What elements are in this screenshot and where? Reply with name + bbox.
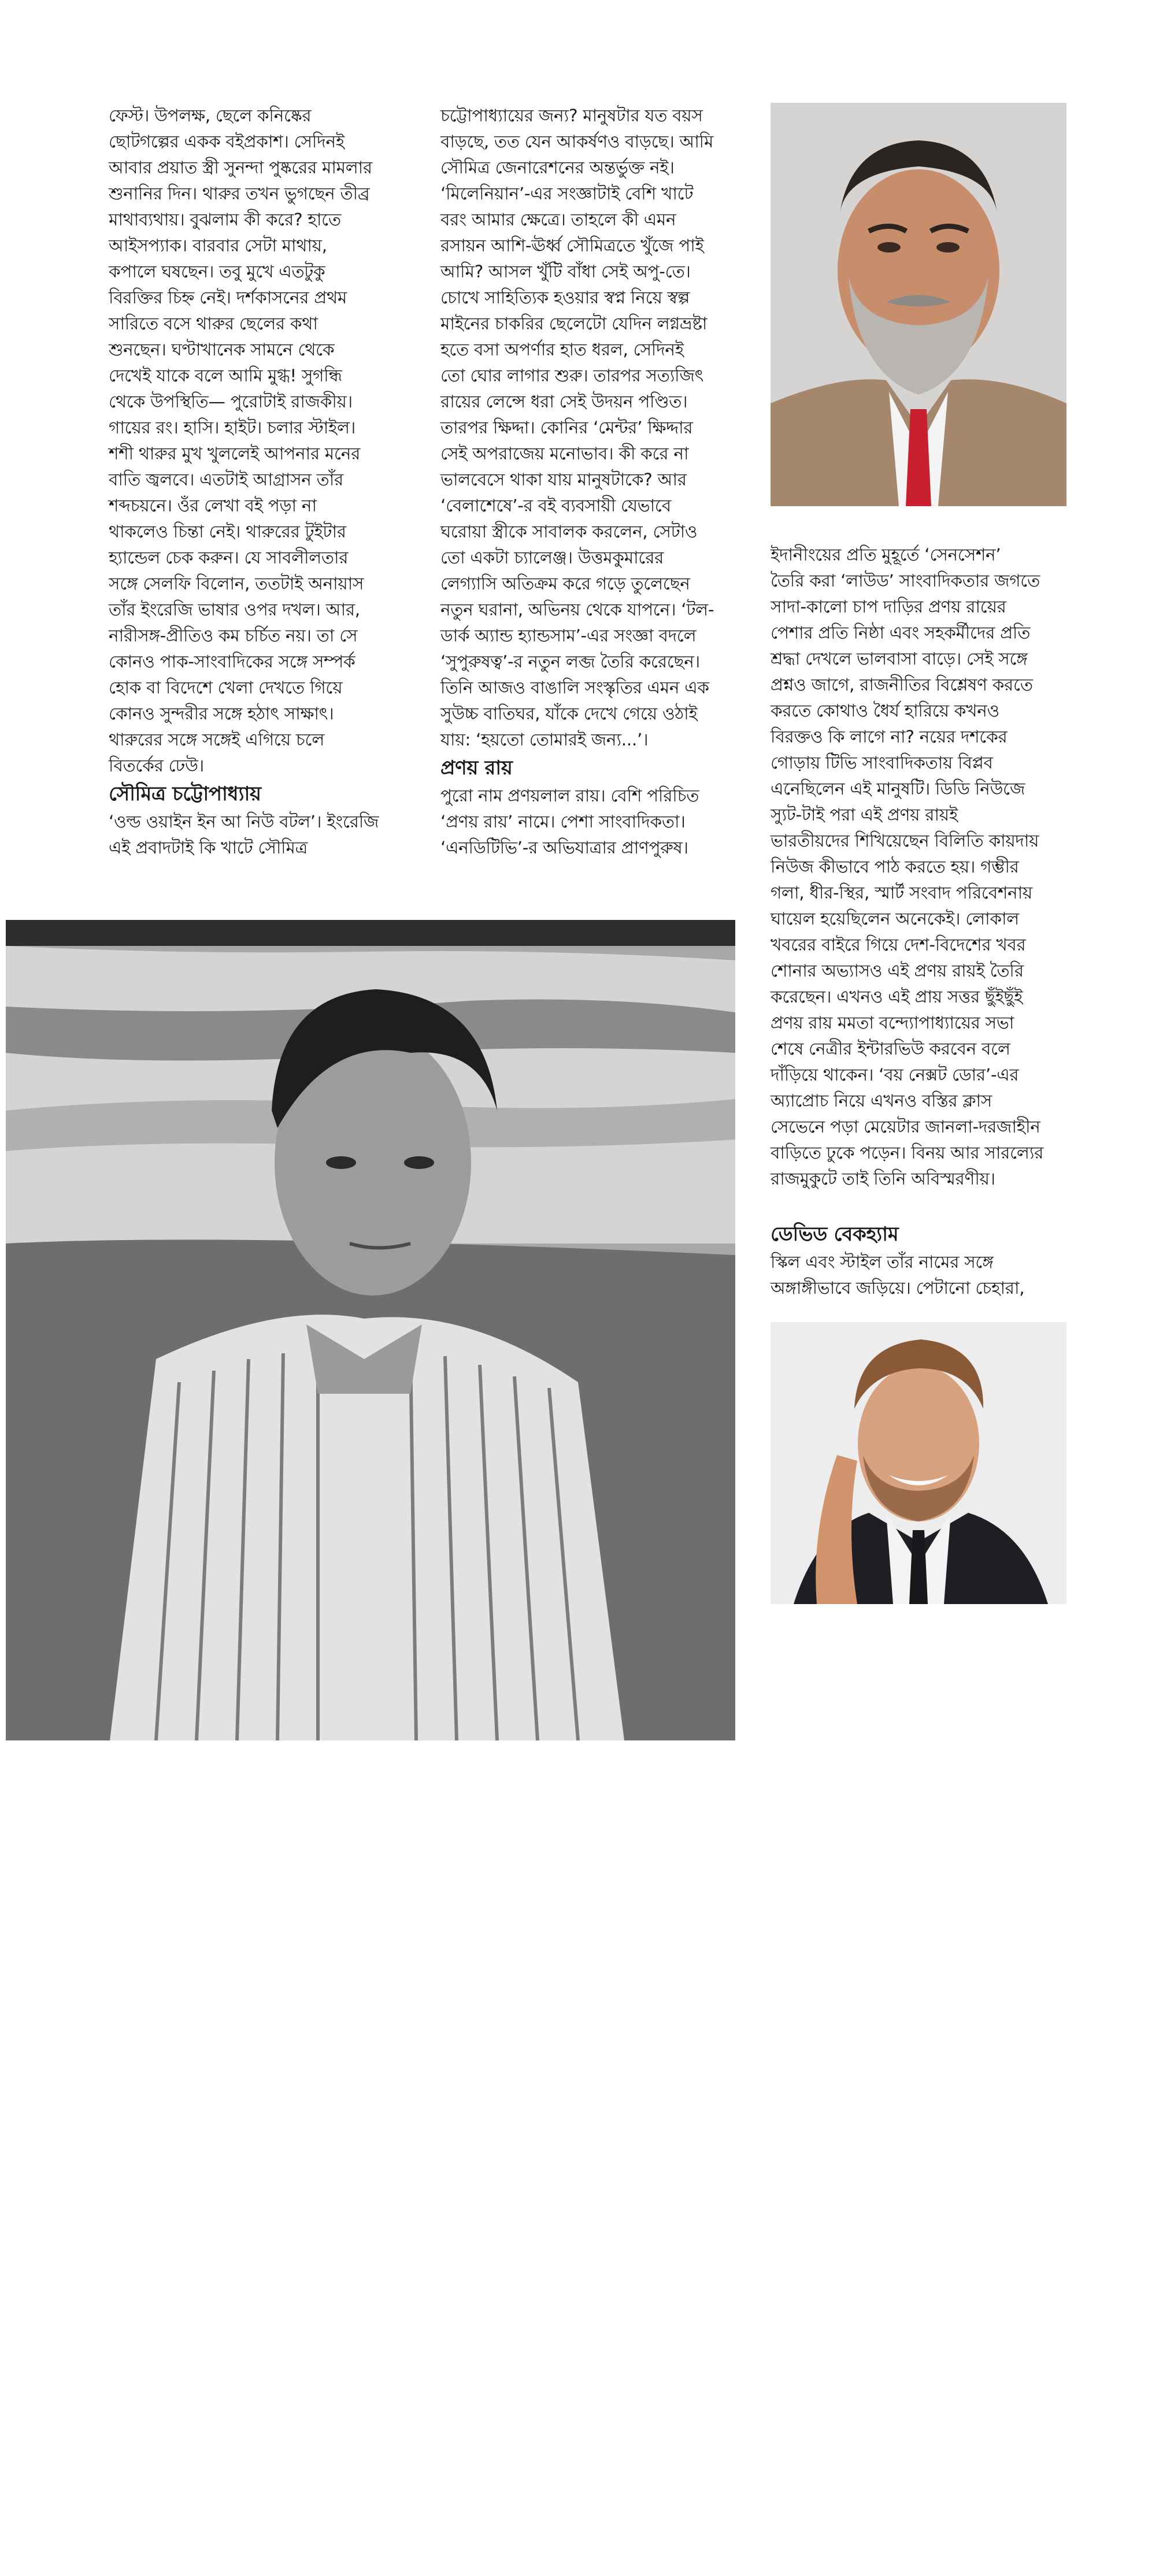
text-line: ‘সুপুরুষত্ব’-র নতুন লব্জ তৈরি করেছেন। [440,652,700,671]
text-line: সারিতে বসে থারুর ছেলের কথা [109,314,318,333]
text-line: স্কিল এবং স্টাইল তাঁর নামের সঙ্গে [771,1252,994,1272]
text-line: শব্দচয়নে। ওঁর লেখা বই পড়া না [109,496,317,515]
text-line: তারপর ক্ষিদ্দা। কোনির ‘মেন্টর’ ক্ষিদ্দার [440,418,693,437]
text-line: ঘরোয়া স্ত্রীকে সাবালক করলেন, সেটাও [440,522,698,541]
text-line: বিরক্তির চিহ্ন নেই। দর্শকাসনের প্রথম [109,288,347,307]
text-line: ইদানীংয়ের প্রতি মুহূর্তে ‘সেনসেশন’ [771,545,1001,565]
text-line: তো একটা চ্যালেঞ্জ। উত্তমকুমারের [440,548,664,567]
text-line: করেছেন। এখনও এই প্রায় সত্তর ছুঁইছুঁই [771,987,1023,1007]
text-line: রাজমুকুটে তাই তিনি অবিস্মরণীয়। [771,1169,995,1189]
text-line: ‘বেলাশেষে’-র বই ব্যবসায়ী যেভাবে [440,496,671,515]
text-line: করতে কোথাও ধৈর্য হারিয়ে কখনও [771,701,999,721]
article-column-3 [771,542,1094,1192]
text-line: রায়ের লেন্সে ধরা সেই উদয়ন পণ্ডিত। [440,392,688,411]
text-line: তিনি আজও বাঙালি সংস্কৃতির এমন এক [440,678,709,697]
text-line: থেকে উপস্থিতি— পুরোটাই রাজকীয়। [109,392,353,411]
text-line: নতুন ঘরানা, অভিনয় থেকে যাপনে। ‘টল- [440,600,714,619]
text-line: আবার প্রয়াত স্ত্রী সুনন্দা পুষ্করের মামলার [109,158,372,177]
text-line: কোনও পাক-সাংবাদিকের সঙ্গে সম্পর্ক [109,652,355,671]
section-heading-soumitra: সৌমিত্র চট্টোপাধ্যায় [109,782,261,806]
text-line: আইসপ্যাক। বারবার সেটা মাথায়, [109,236,327,255]
article-column-1 [109,103,432,861]
text-line: বাতি জ্বলবে। এতটাই আগ্রাসন তাঁর [109,470,343,489]
text-line: বিরক্তও কি লাগে না? নয়ের দশকের [771,727,1008,747]
text-line: শেষে নেত্রীর ইন্টারভিউ করবেন বলে [771,1039,1010,1059]
text-line: এই প্রবাদটাই কি খাটে সৌমিত্র [109,838,308,858]
text-line: ফেস্ট। উপলক্ষ, ছেলে কনিষ্কের [109,106,312,125]
text-line: রসায়ন আশি-ঊর্ধ্ব সৌমিত্রতে খুঁজে পাই [440,236,704,255]
text-line: বাড়ছে, তত যেন আকর্ষণও বাড়ছে। আমি [440,132,714,151]
portrait-photo-prannoy [771,103,1066,506]
text-line: চোখে সাহিত্যিক হওয়ার স্বপ্ন নিয়ে স্বল্প [440,288,690,307]
text-line: অঙ্গাঙ্গীভাবে জড়িয়ে। পেটানো চেহারা, [771,1278,1025,1298]
text-line: যায়: ‘হয়তো তোমারই জন্য...’। [440,730,649,749]
text-line: তো ঘোর লাগার শুরু। তারপর সত্যজিৎ [440,366,704,385]
text-line: শুনানির দিন। থারুর তখন ভুগছেন তীব্র [109,184,370,203]
text-line: প্রশ্নও জাগে, রাজনীতির বিশ্লেষণ করতে [771,675,1033,695]
text-line: পেশার প্রতি নিষ্ঠা এবং সহকর্মীদের প্রতি [771,623,1031,643]
text-line: হতে বসা অপর্ণার হাত ধরল, সেদিনই [440,340,684,359]
text-line: ঘায়েল হয়েছিলেন অনেকেই। লোকাল [771,909,1019,929]
text-line: স্যুট-টাই পরা এই প্রণয় রায়ই [771,805,958,825]
text-line: সঙ্গে সেলফি বিলোন, ততটাই অনায়াস [109,574,364,593]
text-line: বিতর্কের ঢেউ। [109,756,204,775]
text-line: থারুরের সঙ্গে সঙ্গেই এগিয়ে চলে [109,730,325,749]
text-line: এনেছিলেন এই মানুষটি। ডিডি নিউজে [771,779,1025,799]
text-line: গোড়ায় টিভি সাংবাদিকতায় বিপ্লব [771,753,993,773]
text-line: বাড়িতে ঢুকে পড়েন। বিনয় আর সারল্যের [771,1143,1044,1163]
text-line: ‘প্রণয় রায়’ নামে। পেশা সাংবাদিকতা। [440,812,686,832]
text-line: শ্রদ্ধা দেখলে ভালবাসা বাড়ে। সেই সঙ্গে [771,649,1028,669]
portrait-photo-soumitra [6,920,735,2575]
text-line: গলা, ধীর-স্থির, স্মার্ট সংবাদ পরিবেশনায় [771,883,1032,903]
text-line: তৈরি করা ‘লাউড’ সাংবাদিকতার জগতে [771,571,1040,591]
portrait-photo-beckham [771,1322,1066,1604]
text-line: থাকলেও চিন্তা নেই। থারুরের টুইটার [109,522,346,541]
text-line: ডার্ক অ্যান্ড হ্যান্ডসাম’-এর সংজ্ঞা বদলে [440,626,697,645]
text-line: অ্যাপ্রোচ নিয়ে এখনও বস্তির ক্লাস [771,1091,992,1111]
text-line: ভারতীয়দের শিখিয়েছেন বিলিতি কায়দায় [771,831,1039,851]
text-line: সেই অপরাজেয় মনোভাব। কী করে না [440,444,689,463]
text-line: নারীসঙ্গ-প্রীতিও কম চর্চিত নয়। তা সে [109,626,358,645]
text-line: হ্যান্ডেল চেক করুন। যে সাবলীলতার [109,548,349,567]
text-line: সুউচ্চ বাতিঘর, যাঁকে দেখে গেয়ে ওঠাই [440,704,698,723]
section-heading-prannoy: প্রণয় রায় [440,756,513,780]
text-line: নিউজ কীভাবে পাঠ করতে হয়। গম্ভীর [771,857,1019,877]
text-line: ‘এনডিটিভি’-র অভিযাত্রার প্রাণপুরুষ। [440,838,688,858]
page-folio: ৩৪ রোববার [114,2559,182,2575]
text-line: আমি? আসল খুঁটি বাঁধা সেই অপু-তে। [440,262,691,281]
text-line: চট্টোপাধ্যায়ের জন্য? মানুষটার যত বয়স [440,106,703,125]
text-line: সৌমিত্র জেনারেশনের অন্তর্ভুক্ত নই। [440,158,675,177]
text-line: ভালবেসে থাকা যায় মানুষটাকে? আর [440,470,687,489]
text-line: ছোটগল্পের একক বইপ্রকাশ। সেদিনই [109,132,345,151]
text-line: মাইনের চাকরির ছেলেটো যেদিন লগ্নভ্রষ্টা [440,314,708,333]
text-line: খবরের বাইরে গিয়ে দেশ-বিদেশের খবর [771,935,1026,955]
text-line: মাথাব্যথায়। বুঝলাম কী করে? হাতে [109,210,341,229]
text-line: ‘ওল্ড ওয়াইন ইন আ নিউ বটল’। ইংরেজি [109,812,379,832]
text-line: তাঁর ইংরেজি ভাষার ওপর দখল। আর, [109,600,360,619]
section-heading-beckham: ডেভিড বেকহ্যাম [771,1223,899,1246]
text-line: প্রণয় রায় মমতা বন্দ্যোপাধ্যায়ের সভা [771,1013,1014,1033]
text-line: কোনও সুন্দরীর সঙ্গে হঠাৎ সাক্ষাৎ। [109,704,334,723]
article-column-2 [440,103,764,861]
text-line: হোক বা বিদেশে খেলা দেখতে গিয়ে [109,678,343,697]
article-column-3-continued [771,1219,1094,1301]
text-line: দাঁড়িয়ে থাকেন। ‘বয় নেক্সট ডোর’-এর [771,1065,1019,1085]
text-line: ‘মিলেনিয়ান’-এর সংজ্ঞাটাই বেশি খাটে [440,184,694,203]
text-line: সেভেনে পড়া মেয়েটার জানলা-দরজাহীন [771,1117,1040,1137]
text-line: সাদা-কালো চাপ দাড়ির প্রণয় রায়ের [771,597,1006,617]
text-line: বরং আমার ক্ষেত্রে। তাহলে কী এমন [440,210,676,229]
text-line: লেগ্যাসি অতিক্রম করে গড়ে তুলেছেন [440,574,690,593]
text-line: কপালে ঘষছেন। তবু মুখে এতটুকু [109,262,325,281]
text-line: শশী থারুর মুখ খুললেই আপনার মনের [109,444,361,463]
text-line: গায়ের রং। হাসি। হাইট। চলার স্টাইল। [109,418,355,437]
text-line: শুনছেন। ঘণ্টাখানেক সামনে থেকে [109,340,335,359]
text-line: পুরো নাম প্রণয়লাল রায়। বেশি পরিচিত [440,786,699,806]
text-line: শোনার অভ্যাসও এই প্রণয় রায়ই তৈরি [771,961,1024,981]
text-line: দেখেই যাকে বলে আমি মুগ্ধ! সুগন্ধি [109,366,342,385]
